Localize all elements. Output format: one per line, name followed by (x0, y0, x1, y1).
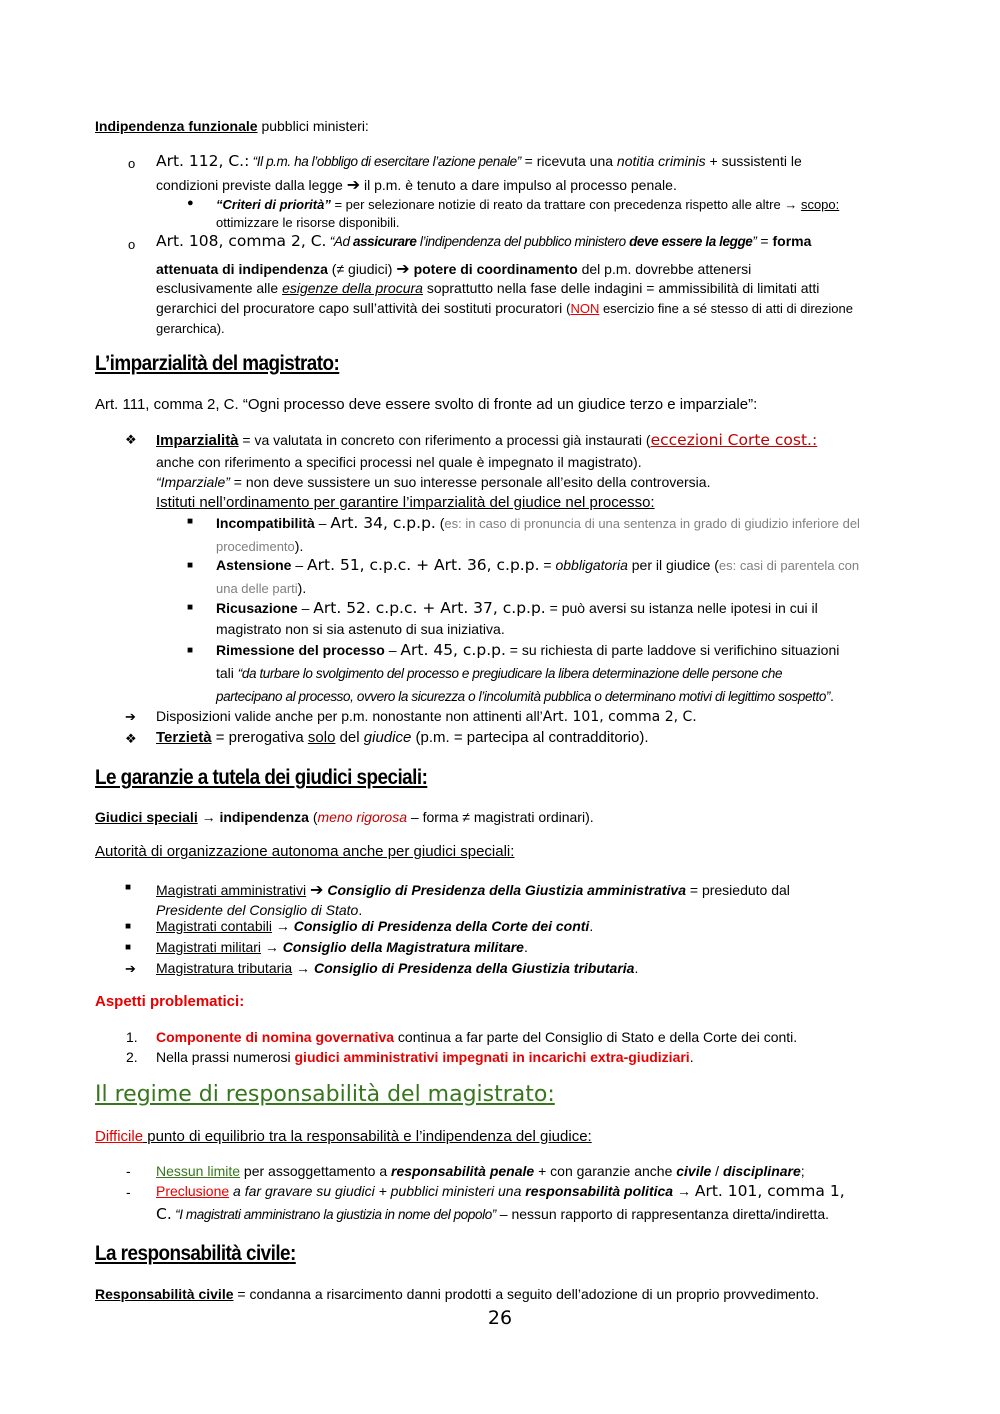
problem-1-line: Componente di nomina governativa continua a far parte del Consiglio di Stato e della Corte dei conti. (156, 1029, 798, 1045)
problem-1-number: 1. (126, 1029, 138, 1045)
art111-line: Art. 111, comma 2, C. “Ogni processo deve essere svolto di fronte ad un giudice terzo e imparziale”: (95, 396, 758, 413)
imparziale-line: “Imparziale” = non deve sussistere un suo interesse personale all’esito della controversia. (156, 474, 711, 490)
disposizioni-line: Disposizioni valide anche per p.m. nonostante non attinenti all’Art. 101, comma 2, C. (156, 708, 697, 725)
art108-line4: gerarchici del procuratore capo sull’attività dei sostituti procuratori (NON esercizio fine a sé stesso di atti di direzione (156, 300, 853, 316)
rimessione-line2: tali “da turbare lo svolgimento del processo e pregiudicare la libera determinazione delle persone che (216, 665, 783, 681)
square-bullet-icon: ■ (125, 942, 132, 953)
art108-line3: esclusivamente alle esigenze della procura soprattutto nella fase delle indagini = ammissibilità di limitati atti (156, 280, 820, 296)
square-bullet-icon: ■ (125, 921, 132, 932)
art112-line: Art. 112, C.: “Il p.m. ha l’obbligo di esercitare l’azione penale” = ricevuta una notitia criminis + sussistenti le (156, 152, 802, 170)
ricusazione-line2: magistrato non si sia astenuto di sua iniziativa. (216, 621, 505, 637)
civil-responsibility-title: La responsabilità civile: (95, 1242, 296, 1265)
istituti-line: Istituti nell’ordinamento per garantire l’imparzialità del giudice nel processo: (156, 494, 655, 511)
arrow-right-icon: ➔ (346, 177, 361, 194)
arrow-bullet-icon: ➔ (125, 709, 136, 724)
square-bullet-icon: ■ (125, 882, 132, 893)
imparzialita-line: Imparzialità = va valutata in concreto con riferimento a processi già instaurati (eccezioni Corte cost.: (156, 431, 818, 449)
rimessione-line3: partecipano al processo, ovvero la sicurezza o l’incolumità pubblica o determinano motivi di legittimo sospetto”. (216, 688, 834, 704)
arrow-right-icon: ➔ (396, 261, 410, 278)
astensione-line: Astensione – Art. 51, c.p.c. + Art. 36, c.p.p. = obbligatoria per il giudice (es: casi di parentela con (216, 556, 860, 574)
incompatibilita-line: Incompatibilità – Art. 34, c.p.p. (es: in caso di pronuncia di una sentenza in grado di giudizio inferiore del (216, 514, 860, 532)
arrow-bullet-icon: ➔ (125, 961, 136, 976)
impartiality-title: L’imparzialità del magistrato: (95, 352, 340, 375)
giudici-speciali-line: Giudici speciali → indipendenza (meno rigorosa – forma ≠ magistrati ordinari). (95, 809, 594, 825)
page-number: 26 (487, 1307, 513, 1329)
diamond-bullet-icon: ❖ (125, 432, 137, 447)
rimessione-line: Rimessione del processo – Art. 45, c.p.p. = su richiesta di parte laddove si verifichino situazioni (216, 641, 840, 659)
square-bullet-icon: ■ (187, 602, 194, 613)
aspetti-heading: Aspetti problematici: (95, 993, 245, 1010)
mag-militari-line: Magistrati militari → Consiglio della Magistratura militare. (156, 939, 528, 955)
criteri-line2: ottimizzare le risorse disponibili. (216, 215, 400, 230)
dot-bullet-icon: ● (187, 197, 194, 209)
special-judges-title: Le garanzie a tutela dei giudici speciali: (95, 766, 428, 789)
mag-contabili-line: Magistrati contabili → Consiglio di Presidenza della Corte dei conti. (156, 918, 594, 934)
imparzialita-line2: anche con riferimento a specifici processi nel quale è impegnato il magistrato). (156, 454, 642, 470)
square-bullet-icon: ■ (187, 645, 194, 656)
independence-heading-line: Indipendenza funzionale pubblici ministeri: (95, 118, 369, 134)
astensione-line2: una delle parti). (216, 580, 307, 596)
mag-amministrativi-line: Magistrati amministrativi ➔ Consiglio di Presidenza della Giustizia amministrativa = presieduto dal (156, 882, 790, 899)
problem-2-number: 2. (126, 1049, 138, 1065)
problem-2-line: Nella prassi numerosi giudici amministrativi impegnati in incarichi extra-giudiziari. (156, 1049, 694, 1065)
circle-bullet-icon: o (128, 156, 136, 171)
arrow-right-icon: ➔ (310, 882, 324, 899)
preclusione-line: Preclusione a far gravare su giudici + pubblici ministeri una responsabilità politica → Art. 101, comma 1, (156, 1182, 845, 1200)
art112-line2: condizioni previste dalla legge ➔ il p.m. è tenuto a dare impulso al processo penale. (156, 177, 677, 194)
art108-line: Art. 108, comma 2, C. “Ad assicurare l’indipendenza del pubblico ministero deve essere la legge” = forma (156, 232, 812, 250)
ricusazione-line: Ricusazione – Art. 52. c.p.c. + Art. 37, c.p.p. = può aversi su istanza nelle ipotesi in cui il (216, 599, 818, 617)
square-bullet-icon: ■ (187, 516, 194, 527)
independence-heading: Indipendenza funzionale (95, 118, 258, 134)
mag-tributaria-line: Magistratura tributaria → Consiglio di Presidenza della Giustizia tributaria. (156, 960, 639, 976)
nessun-limite-line: Nessun limite per assoggettamento a responsabilità penale + con garanzie anche civile / disciplinare; (156, 1163, 805, 1179)
square-bullet-icon: ■ (187, 560, 194, 571)
terzieta-line: Terzietà = prerogativa solo del giudice (p.m. = partecipa al contradditorio). (156, 729, 649, 746)
circle-bullet-icon: o (128, 237, 136, 252)
incompatibilita-line2: procedimento). (216, 538, 304, 554)
mag-amministrativi-line2: Presidente del Consiglio di Stato. (156, 902, 363, 918)
resp-civile-line: Responsabilità civile = condanna a risarcimento danni prodotti a seguito dell’adozione di un proprio provvedimento. (95, 1286, 820, 1302)
diamond-bullet-icon: ❖ (125, 731, 137, 746)
art108-line2: attenuata di indipendenza (≠ giudici) ➔ potere di coordinamento del p.m. dovrebbe attenersi (156, 261, 752, 278)
dash-bullet-icon: - (126, 1184, 131, 1200)
responsibility-regime-title: Il regime di responsabilità del magistrato: (95, 1082, 555, 1107)
dash-bullet-icon: - (126, 1163, 131, 1179)
criteri-line: “Criteri di priorità” = per selezionare notizie di reato da trattare con precedenza rispetto alle altre → scopo: (216, 197, 840, 212)
preclusione-line2: C. “I magistrati amministrano la giustizia in nome del popolo” – nessun rapporto di rappresentanza diretta/indiretta. (156, 1205, 830, 1223)
autorita-line: Autorità di organizzazione autonoma anche per giudici speciali: (95, 843, 515, 860)
difficile-line: Difficile punto di equilibrio tra la responsabilità e l’indipendenza del giudice: (95, 1128, 592, 1145)
art108-line5: gerarchica). (156, 321, 225, 336)
